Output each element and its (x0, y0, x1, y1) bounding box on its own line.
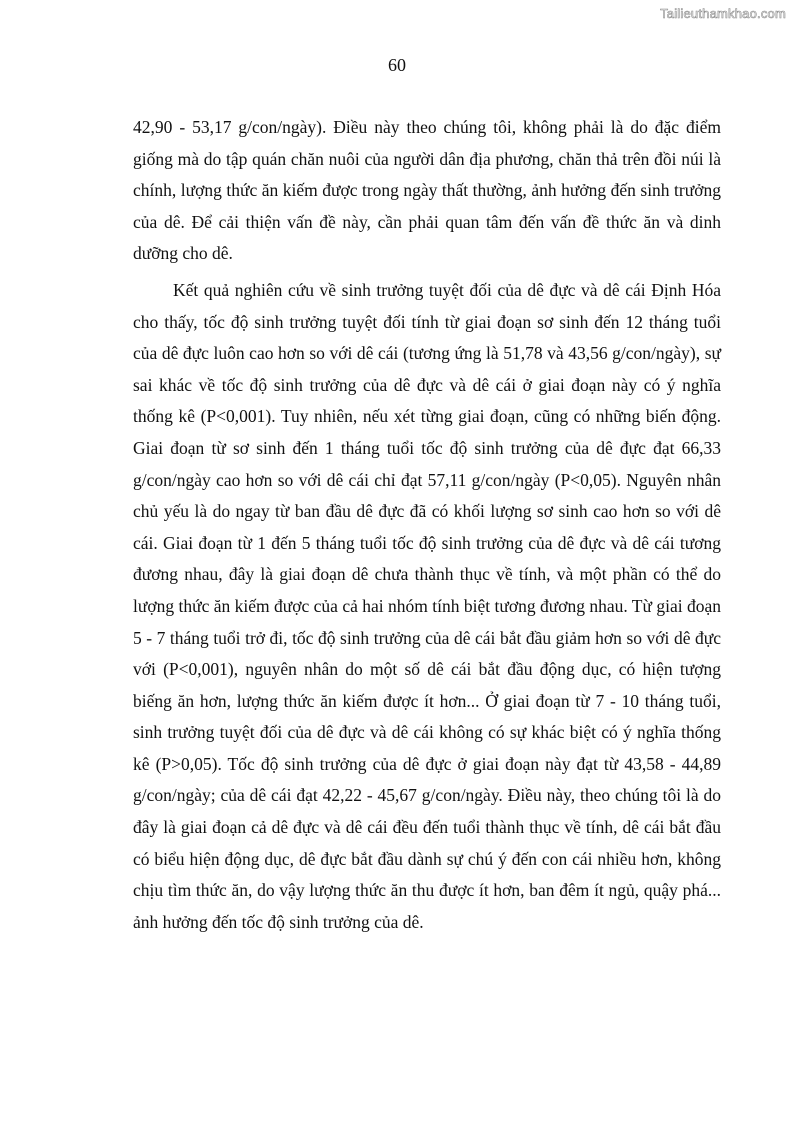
paragraph-growth-results: Kết quả nghiên cứu về sinh trưởng tuyệt đối của dê đực và dê cái Định Hóa cho thấy, tốc độ sinh trưởng tuyệt đối tính từ giai đoạn sơ sinh đến 12 tháng tuổi của dê đực luôn cao hơn so với dê cái (tương ứng là 51,78 và 43,56 g/con/ngày), sự sai khác về tốc độ sinh trưởng của dê đực và dê cái ở giai đoạn này có ý nghĩa thống kê (P<0,001). Tuy nhiên, nếu xét từng giai đoạn, cũng có những biến động. Giai đoạn từ sơ sinh đến 1 tháng tuổi tốc độ sinh trưởng của dê đực đạt 66,33 g/con/ngày cao hơn so với dê cái chỉ đạt 57,11 g/con/ngày (P<0,05). Nguyên nhân chủ yếu là do ngay từ ban đầu dê đực đã có khối lượng sơ sinh cao hơn so với dê cái. Giai đoạn từ 1 đến 5 tháng tuổi tốc độ sinh trưởng của dê đực và dê cái tương đương nhau, đây là giai đoạn dê chưa thành thục về tính, và một phần có thể do lượng thức ăn kiếm được của cả hai nhóm tính biệt tương đương nhau. Từ giai đoạn 5 - 7 tháng tuổi trở đi, tốc độ sinh trưởng của dê cái bắt đầu giảm hơn so với dê đực với (P<0,001), nguyên nhân do một số dê cái bắt đầu động dục, có hiện tượng biếng ăn hơn, lượng thức ăn kiếm được ít hơn... Ở giai đoạn từ 7 - 10 tháng tuổi, sinh trưởng tuyệt đối của dê đực và dê cái không có sự khác biệt có ý nghĩa thống kê (P>0,05). Tốc độ sinh trưởng của dê đực ở giai đoạn này đạt từ 43,58 - 44,89 g/con/ngày; của dê cái đạt 42,22 - 45,67 g/con/ngày. Điều này, theo chúng tôi là do đây là giai đoạn cả dê đực và dê cái đều đến tuổi thành thục về tính, dê cái bắt đầu có biểu hiện động dục, dê đực bắt đầu dành sự chú ý đến con cái nhiều hơn, không chịu tìm thức ăn, do vậy lượng thức ăn thu được ít hơn, ban đêm ít ngủ, quậy phá... ảnh hưởng đến tốc độ sinh trưởng của dê. (133, 279, 721, 932)
page-number: 60 (388, 55, 406, 75)
paragraph-continuation: 42,90 - 53,17 g/con/ngày). Điều này theo chúng tôi, không phải là do đặc điểm giống mà do tập quán chăn nuôi của người dân địa phương, chăn thả trên đồi núi là chính, lượng thức ăn kiếm được trong ngày thất thường, ảnh hưởng đến sinh trưởng của dê. Để cải thiện vấn đề này, cần phải quan tâm đến vấn đề thức ăn và dinh dưỡng cho dê. (133, 117, 721, 264)
document-body (133, 112, 721, 938)
watermark-text: Tailieuthamkhao.com (660, 6, 786, 21)
